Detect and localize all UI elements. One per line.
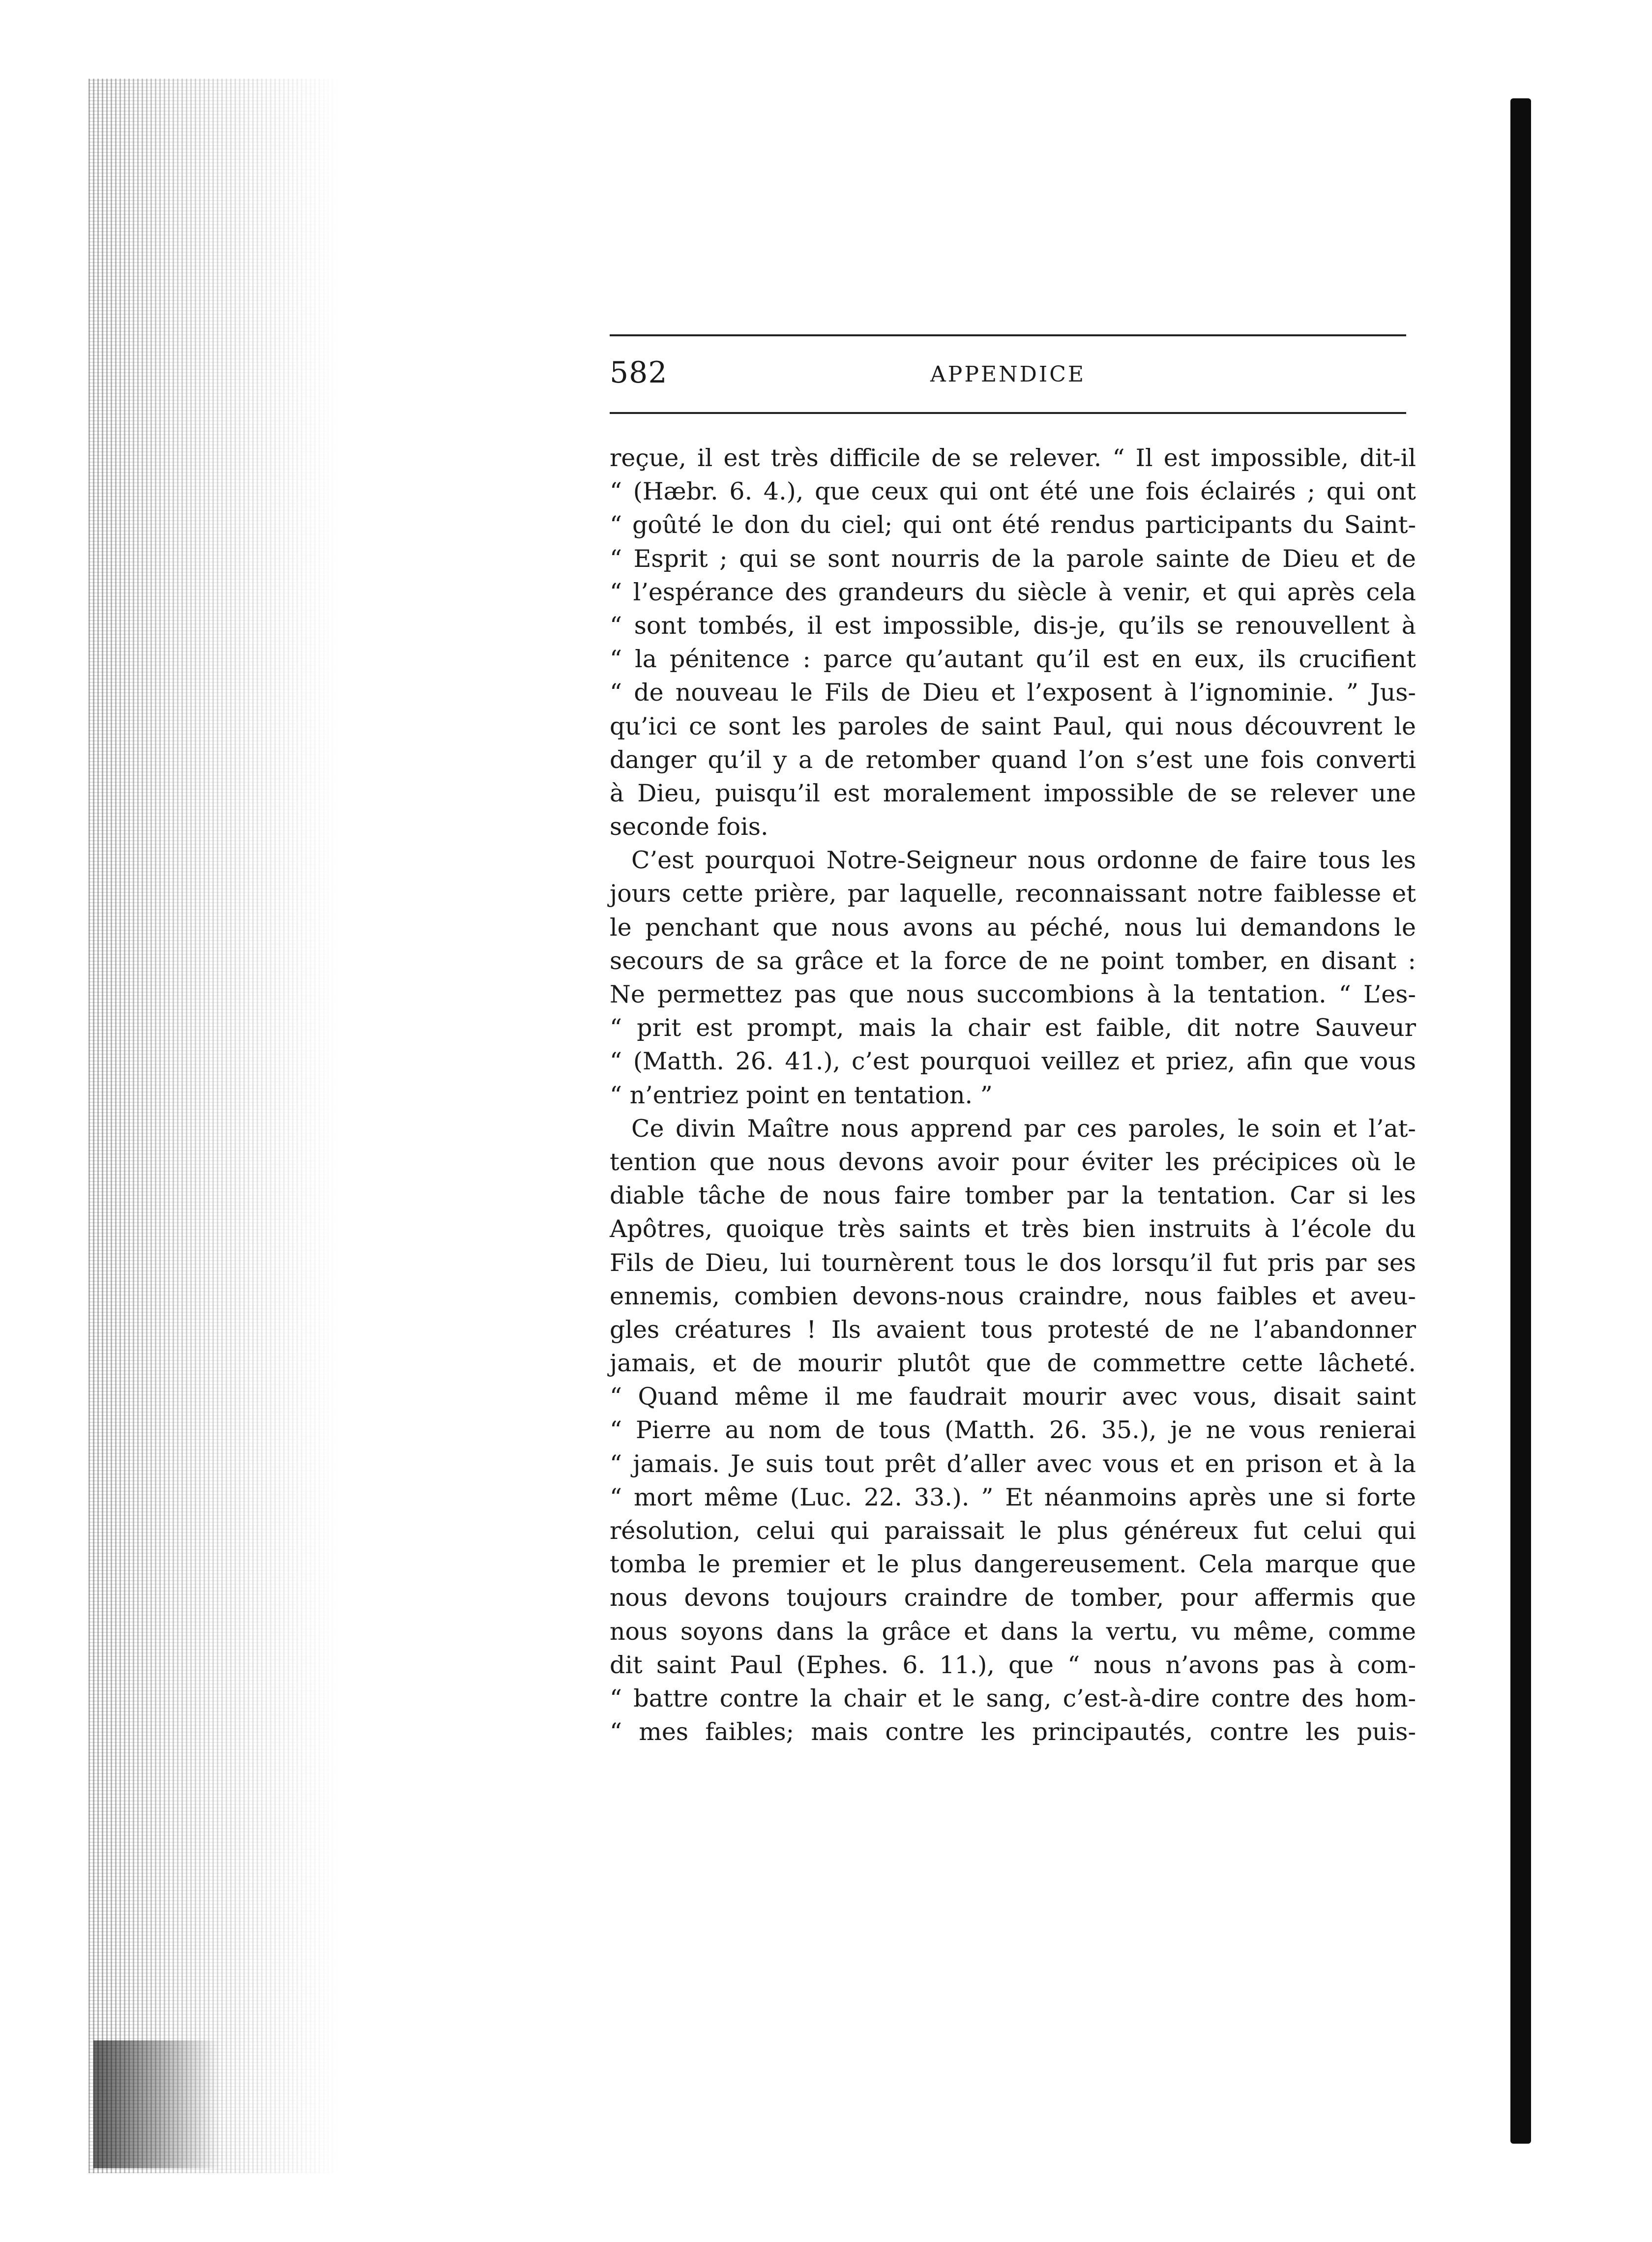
- text-line: “ n’entriez point en tentation. ”: [610, 1081, 993, 1109]
- text-line: qu’ici ce sont les paroles de saint Paul, qui nous découvrent le: [610, 712, 1416, 740]
- text-line: “ la pénitence : parce qu’autant qu’il est en eux, ils crucifient: [610, 645, 1416, 674]
- scan-edge-shadow: [93, 2040, 221, 2168]
- text-line: “ prit est prompt, mais la chair est faible, dit notre Sauveur: [610, 1014, 1416, 1042]
- text-line: Ce divin Maître nous apprend par ces paroles, le soin et l’at-: [631, 1114, 1416, 1143]
- text-line: “ sont tombés, il est impossible, dis-je, qu’ils se renouvellent à: [610, 611, 1416, 640]
- text-line: “ (Hæbr. 6. 4.), que ceux qui ont été une fois éclairés ; qui ont: [610, 477, 1416, 506]
- scan-edge-noise: [88, 79, 344, 2173]
- text-line: le penchant que nous avons au péché, nous lui demandons le: [610, 913, 1416, 942]
- paragraph: [610, 844, 1416, 1112]
- text-line: “ mes faibles; mais contre les principautés, contre les puis-: [610, 1718, 1416, 1746]
- text-line: diable tâche de nous faire tomber par la tentation. Car si les: [610, 1181, 1416, 1210]
- text-line: “ jamais. Je suis tout prêt d’aller avec vous et en prison et à la: [610, 1449, 1416, 1478]
- text-line: résolution, celui qui paraissait le plus généreux fut celui qui: [610, 1517, 1416, 1545]
- text-line: secours de sa grâce et la force de ne point tomber, en disant :: [610, 946, 1416, 975]
- text-line: tention que nous devons avoir pour éviter les précipices où le: [610, 1148, 1416, 1176]
- paragraph: [610, 442, 1416, 844]
- text-line: Apôtres, quoique très saints et très bien instruits à l’école du: [610, 1215, 1416, 1243]
- scan-binding-bar: [1510, 98, 1531, 2144]
- header-rule-top: [610, 334, 1406, 336]
- text-line: à Dieu, puisqu’il est moralement impossible de se relever une: [610, 779, 1416, 807]
- text-line: C’est pourquoi Notre-Seigneur nous ordonne de faire tous les: [631, 846, 1416, 875]
- paragraph: [610, 1112, 1416, 1749]
- text-line: “ (Matth. 26. 41.), c’est pourquoi veillez et priez, afin que vous: [610, 1047, 1416, 1076]
- text-line: “ battre contre la chair et le sang, c’est-à-dire contre des hom-: [610, 1684, 1416, 1712]
- running-title: APPENDICE: [930, 362, 1086, 387]
- text-line: Fils de Dieu, lui tournèrent tous le dos lorsqu’il fut pris par ses: [610, 1248, 1416, 1277]
- text-line: Ne permettez pas que nous succombions à la tentation. “ L’es-: [610, 980, 1416, 1008]
- text-line: “ Pierre au nom de tous (Matth. 26. 35.), je ne vous renierai: [610, 1416, 1416, 1445]
- text-line: gles créatures ! Ils avaient tous protesté de ne l’abandonner: [610, 1315, 1416, 1344]
- text-line: tomba le premier et le plus dangereusement. Cela marque que: [610, 1550, 1416, 1579]
- text-line: dit saint Paul (Ephes. 6. 11.), que “ nous n’avons pas à com-: [610, 1651, 1416, 1679]
- text-line: jamais, et de mourir plutôt que de commettre cette lâcheté.: [610, 1349, 1416, 1378]
- text-line: reçue, il est très difficile de se relever. “ Il est impossible, dit-il: [610, 444, 1416, 472]
- text-line: nous devons toujours craindre de tomber, pour affermis que: [610, 1584, 1416, 1612]
- header-rule-bottom: [610, 412, 1406, 414]
- text-line: “ l’espérance des grandeurs du siècle à venir, et qui après cela: [610, 578, 1416, 606]
- text-line: seconde fois.: [610, 813, 768, 841]
- body-text: [610, 442, 1416, 1749]
- text-line: danger qu’il y a de retomber quand l’on s’est une fois converti: [610, 745, 1416, 774]
- text-line: “ de nouveau le Fils de Dieu et l’exposent à l’ignominie. ” Jus-: [610, 678, 1416, 707]
- page-number: 582: [610, 355, 668, 390]
- text-line: nous soyons dans la grâce et dans la vertu, vu même, comme: [610, 1617, 1416, 1646]
- text-line: “ mort même (Luc. 22. 33.). ” Et néanmoins après une si forte: [610, 1483, 1416, 1511]
- text-line: “ Quand même il me faudrait mourir avec vous, disait saint: [610, 1383, 1416, 1411]
- text-line: “ goûté le don du ciel; qui ont été rendus participants du Saint-: [610, 511, 1416, 539]
- text-line: jours cette prière, par laquelle, reconnaissant notre faiblesse et: [610, 880, 1416, 908]
- text-line: “ Esprit ; qui se sont nourris de la parole sainte de Dieu et de: [610, 544, 1416, 573]
- text-line: ennemis, combien devons-nous craindre, nous faibles et aveu-: [610, 1282, 1416, 1310]
